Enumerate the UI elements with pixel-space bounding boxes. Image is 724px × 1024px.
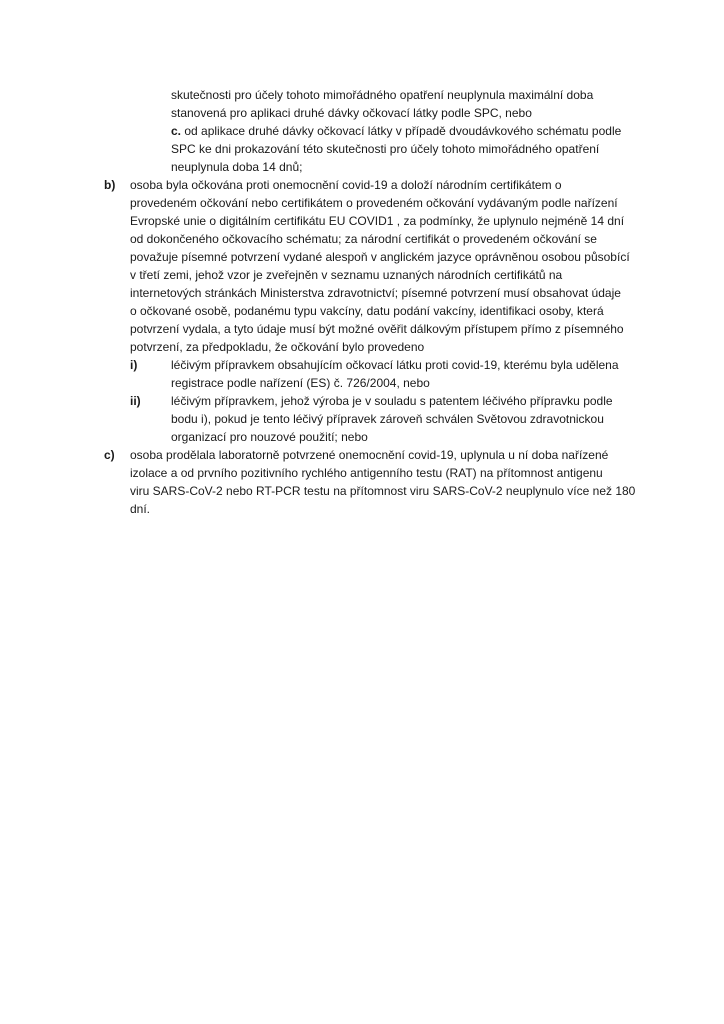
text-line bbox=[171, 122, 621, 140]
text-line: léčivým přípravkem obsahujícím očkovací látku proti covid-19, kterému byla udělena bbox=[171, 358, 619, 372]
text-line: neuplynula doba 14 dnů; bbox=[171, 160, 303, 174]
text-line: viru SARS-CoV-2 nebo RT-PCR testu na přítomnost viru SARS-CoV-2 neuplynulo více než 180 bbox=[130, 484, 636, 498]
text-line: Evropské unie o digitálním certifikátu EU COVID1 , za podmínky, že uplynulo nejméně 14 dní bbox=[130, 214, 625, 228]
text-line: registrace podle nařízení (ES) č. 726/2004, nebo bbox=[171, 376, 430, 390]
text-line: v třetí zemi, jehož vzor je zveřejněn v seznamu uznaných národních certifikátů na bbox=[130, 268, 563, 282]
text-line: skutečnosti pro účely tohoto mimořádného opatření neuplynula maximální doba bbox=[171, 88, 594, 102]
text-line: bodu i), pokud je tento léčivý přípravek zároveň schválen Světovou zdravotnickou bbox=[171, 412, 604, 426]
item-c-paragraph bbox=[130, 446, 635, 518]
text-line: považuje písemné potvrzení vydané alespoň v anglickém jazyce oprávněnou osobou působící bbox=[130, 250, 630, 264]
text-line: izolace a od prvního pozitivního rychlého antigenního testu (RAT) na přítomnost antigenu bbox=[130, 466, 603, 480]
item-i-marker: i) bbox=[130, 358, 138, 372]
text-line: osoba byla očkována proti onemocnění covid-19 a doloží národním certifikátem o bbox=[130, 178, 562, 192]
text-line: SPC ke dni prokazování této skutečnosti pro účely tohoto mimořádného opatření bbox=[171, 142, 600, 156]
text-line: provedeném očkování nebo certifikátem o provedeném očkování vydávaným podle nařízení bbox=[130, 196, 618, 210]
text-line: potvrzení, za předpokladu, že očkování bylo provedeno bbox=[130, 340, 425, 354]
item-c-marker: c) bbox=[104, 448, 115, 462]
item-i-paragraph bbox=[171, 356, 619, 392]
subitem-c-first-line: od aplikace druhé dávky očkovací látky v případě dvoudávkového schématu podle bbox=[184, 124, 622, 138]
subitem-c-marker: c. bbox=[171, 124, 182, 138]
item-ii-marker: ii) bbox=[130, 394, 141, 408]
text-line: dní. bbox=[130, 502, 151, 516]
text-line: osoba prodělala laboratorně potvrzené onemocnění covid-19, uplynula u ní doba nařízené bbox=[130, 448, 609, 462]
text-line: organizací pro nouzové použití; nebo bbox=[171, 430, 368, 444]
item-ii-paragraph bbox=[171, 392, 613, 446]
text-line: potvrzení vydala, a tyto údaje musí být možné ověřit dálkovým přístupem přímo z písemného bbox=[130, 322, 624, 336]
text-line: internetových stránkách Ministerstva zdravotnictví; písemné potvrzení musí obsahovat údaje bbox=[130, 286, 621, 300]
item-b-paragraph bbox=[130, 176, 630, 356]
text-line: léčivým přípravkem, jehož výroba je v souladu s patentem léčivého přípravku podle bbox=[171, 394, 613, 408]
continuation-paragraph bbox=[171, 86, 593, 122]
text-line: od dokončeného očkovacího schématu; za národní certifikát o provedeném očkování se bbox=[130, 232, 597, 246]
text-line: stanovená pro aplikaci druhé dávky očkovací látky podle SPC, nebo bbox=[171, 106, 532, 120]
item-b-marker: b) bbox=[104, 178, 116, 192]
subitem-c-paragraph bbox=[171, 122, 621, 176]
text-line: o očkované osobě, podanému typu vakcíny, datu podání vakcíny, identifikaci osoby, která bbox=[130, 304, 604, 318]
